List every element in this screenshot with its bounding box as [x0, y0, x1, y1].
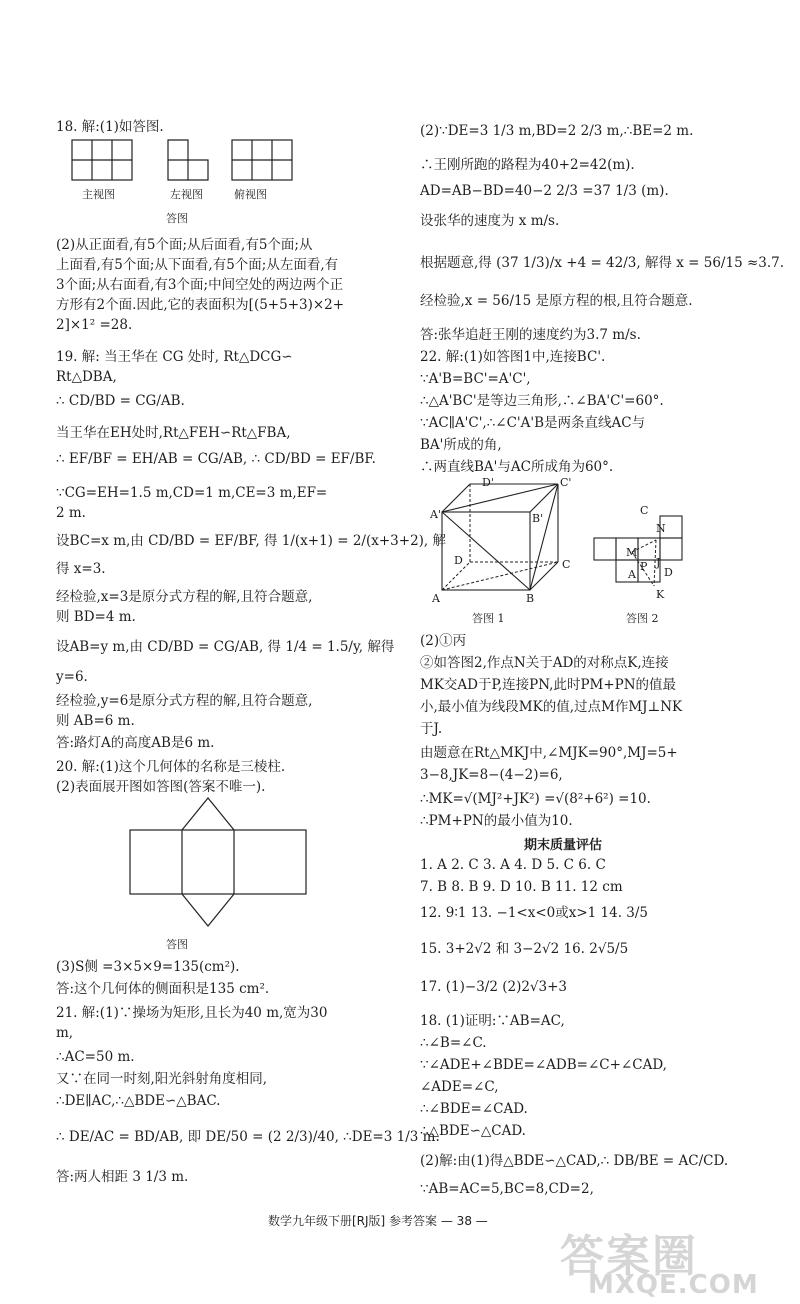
- vertex-label: N: [656, 522, 666, 535]
- q19-line: 经检验,x=3是原分式方程的解,且符合题意,: [56, 589, 313, 605]
- q19-line: 设BC=x m,由 CD/BD = EF/BF, 得 1/(x+1) = 2/(x+3+2), 解: [56, 533, 447, 549]
- watermark: [560, 1220, 790, 1300]
- answer-line: 1. A 2. C 3. A 4. D 5. C 6. C: [420, 857, 606, 873]
- q19-line: 经检验,y=6是原分式方程的解,且符合题意,: [56, 693, 313, 709]
- q21-2-line: 设张华的速度为 x m/s.: [420, 213, 560, 229]
- answer-line: 12. 9∶1 13. −1<x<0或x>1 14. 3/5: [420, 905, 649, 921]
- q18-line: 方形有2个面.因此,它的表面积为[(5+5+3)×2+: [56, 297, 345, 313]
- vertex-label: B: [526, 592, 535, 605]
- answer-line: 15. 3+2√2 和 3−2√2 16. 2√5/5: [420, 941, 629, 957]
- q22-line: ∴两直线BA'与AC所成角为60°.: [420, 459, 614, 475]
- cube-net-figure-2: [594, 512, 704, 602]
- q21-2-line: 答:张华追赶王刚的速度约为3.7 m/s.: [420, 327, 641, 343]
- view-label-top: 俯视图: [234, 188, 267, 201]
- q22-line: ∴△A'BC'是等边三角形,∴∠BA'C'=60°.: [420, 393, 664, 409]
- vertex-label: C: [640, 504, 649, 517]
- q18-heading: 18. 解:(1)如答图.: [56, 119, 164, 135]
- q22-line: ∵A'B=BC'=A'C',: [420, 371, 531, 387]
- q18b-line: ∵∠ADE+∠BDE=∠ADB=∠C+∠CAD,: [420, 1057, 667, 1073]
- q22-2-line: ②如答图2,作点N关于AD的对称点K,连接: [420, 655, 669, 671]
- q21-line: ∴DE∥AC,∴△BDE∽△BAC.: [56, 1093, 221, 1109]
- q21-2-line: ∴王刚所跑的路程为40+2=42(m).: [420, 157, 635, 173]
- q19-line: 得 x=3.: [56, 561, 106, 577]
- q22-2-line: (2)①丙: [420, 633, 467, 649]
- vertex-label: A': [430, 508, 441, 521]
- q21-line: ∴ DE/AC = BD/AB, 即 DE/50 = (2 2/3)/40, ∴DE=3 1/3 m.: [56, 1129, 440, 1145]
- view-label-front: 主视图: [82, 188, 115, 201]
- q19-line: 当王华在EH处时,Rt△FEH∽Rt△FBA,: [56, 425, 291, 441]
- q19-line: 答:路灯A的高度AB是6 m.: [56, 735, 215, 751]
- q19-line: 则 BD=4 m.: [56, 609, 136, 625]
- q19-line: 则 AB=6 m.: [56, 713, 135, 729]
- prism-net-figure: [130, 798, 310, 930]
- watermark-text: 答案圈: [560, 1231, 698, 1282]
- section-title: 期末质量评估: [524, 838, 603, 853]
- q18b-line: ∴∠B=∠C.: [420, 1035, 487, 1051]
- q19-line: ∴ CD/BD = CG/AB.: [56, 393, 185, 409]
- q18b-line: (2)解:由(1)得△BDE∽△CAD,∴ DB/BE = AC/CD.: [420, 1153, 729, 1169]
- q19-line: 2 m.: [56, 505, 86, 521]
- q21-line: 又∵在同一时刻,阳光斜射角度相同,: [56, 1071, 268, 1087]
- q21-line: ∴AC=50 m.: [56, 1049, 135, 1065]
- view-label-side: 左视图: [170, 188, 203, 201]
- answer-line: 17. (1)−3/2 (2)2√3+3: [420, 979, 568, 995]
- q19-line: y=6.: [56, 669, 88, 685]
- q18b-line: ∠ADE=∠C,: [420, 1079, 499, 1095]
- vertex-label: J: [656, 556, 661, 569]
- q20-line: (2)表面展开图如答图(答案不唯一).: [56, 779, 266, 795]
- q21-2-line: 经检验,x = 56/15 是原方程的根,且符合题意.: [420, 293, 693, 309]
- q22-2-line: 小,最小值为线段MK的值,过点M作MJ⊥NK: [420, 699, 683, 715]
- answer-line: 7. B 8. B 9. D 10. B 11. 12 cm: [420, 879, 623, 895]
- vertex-label: C: [562, 558, 571, 571]
- three-views-figure: [72, 140, 312, 180]
- q18-line: (2)从正面看,有5个面;从后面看,有5个面;从: [56, 237, 313, 253]
- q22-2-line: 由题意在Rt△MKJ中,∠MJK=90°,MJ=5+: [420, 745, 678, 761]
- q20-line: (3)S侧 =3×5×9=135(cm²).: [56, 959, 240, 975]
- q21-line: m,: [56, 1025, 74, 1041]
- watermark-url: MXQE.COM: [588, 1270, 759, 1300]
- vertex-label: K: [656, 588, 665, 601]
- q21-2-line: AD=AB−BD=40−2 2/3 =37 1/3 (m).: [420, 183, 669, 199]
- q19-line: Rt△DBA,: [56, 369, 117, 385]
- vertex-label: B': [532, 512, 544, 525]
- q18b-line: ∵AB=AC=5,BC=8,CD=2,: [420, 1181, 594, 1197]
- q22-2-line: ∴PM+PN的最小值为10.: [420, 813, 573, 829]
- q18-line: 3个面;从右面看,有3个面;中间空处的两边两个正: [56, 277, 344, 293]
- q22-line: ∵AC∥A'C',∴∠C'A'B是两条直线AC与: [420, 415, 646, 431]
- vertex-label: M: [626, 546, 638, 559]
- figure-caption: 答图: [166, 212, 188, 225]
- q22-2-line: 3−8,JK=8−(4−2)=6,: [420, 767, 563, 783]
- q18b-line: ∴△BDE∽△CAD.: [420, 1123, 526, 1139]
- q18b-line: 18. (1)证明:∵AB=AC,: [420, 1013, 565, 1029]
- figure-caption: 答图 2: [626, 612, 659, 625]
- figure-caption: 答图 1: [472, 612, 505, 625]
- q21-line: 21. 解:(1)∵操场为矩形,且长为40 m,宽为30: [56, 1005, 328, 1021]
- q20-line: 答:这个几何体的侧面积是135 cm².: [56, 981, 270, 997]
- figure-caption: 答图: [166, 938, 188, 951]
- vertex-label: A: [432, 592, 440, 605]
- q19-line: 19. 解: 当王华在 CG 处时, Rt△DCG∽: [56, 349, 293, 365]
- q19-line: ∴ EF/BF = EH/AB = CG/AB, ∴ CD/BD = EF/BF.: [56, 451, 376, 467]
- q19-line: ∵CG=EH=1.5 m,CD=1 m,CE=3 m,EF=: [56, 485, 328, 501]
- vertex-label: A: [628, 568, 636, 581]
- page-footer: 数学九年级下册[RJ版] 参考答案 — 38 —: [268, 1214, 488, 1228]
- vertex-label: D: [454, 554, 463, 567]
- q22-line: BA'所成的角,: [420, 437, 502, 453]
- q22-line: 22. 解:(1)如答图1中,连接BC'.: [420, 349, 606, 365]
- q21-line: 答:两人相距 3 1/3 m.: [56, 1169, 189, 1185]
- q22-2-line: 于J.: [420, 721, 443, 737]
- q21-2-line: 根据题意,得 (37 1/3)/x +4 = 42/3, 解得 x = 56/15 ≈3.7.: [420, 255, 785, 271]
- q20-line: 20. 解:(1)这个几何体的名称是三棱柱.: [56, 759, 286, 775]
- vertex-label: C': [560, 476, 572, 489]
- vertex-label: D: [664, 566, 673, 579]
- q18b-line: ∴∠BDE=∠CAD.: [420, 1101, 528, 1117]
- q22-2-line: MK交AD于P,连接PN,此时PM+PN的值最: [420, 677, 677, 693]
- q18-line: 上面看,有5个面;从下面看,有5个面;从左面看,有: [56, 257, 339, 273]
- q21-2-line: (2)∵DE=3 1/3 m,BD=2 2/3 m,∴BE=2 m.: [420, 123, 694, 139]
- cube-figure-1: [442, 484, 572, 596]
- vertex-label: P: [640, 560, 648, 573]
- q19-line: 设AB=y m,由 CD/BD = CG/AB, 得 1/4 = 1.5/y, 解得: [56, 639, 395, 655]
- q22-2-line: ∴MK=√(MJ²+JK²) =√(8²+6²) =10.: [420, 791, 651, 807]
- vertex-label: D': [482, 476, 494, 489]
- q18-line: 2]×1² =28.: [56, 317, 133, 333]
